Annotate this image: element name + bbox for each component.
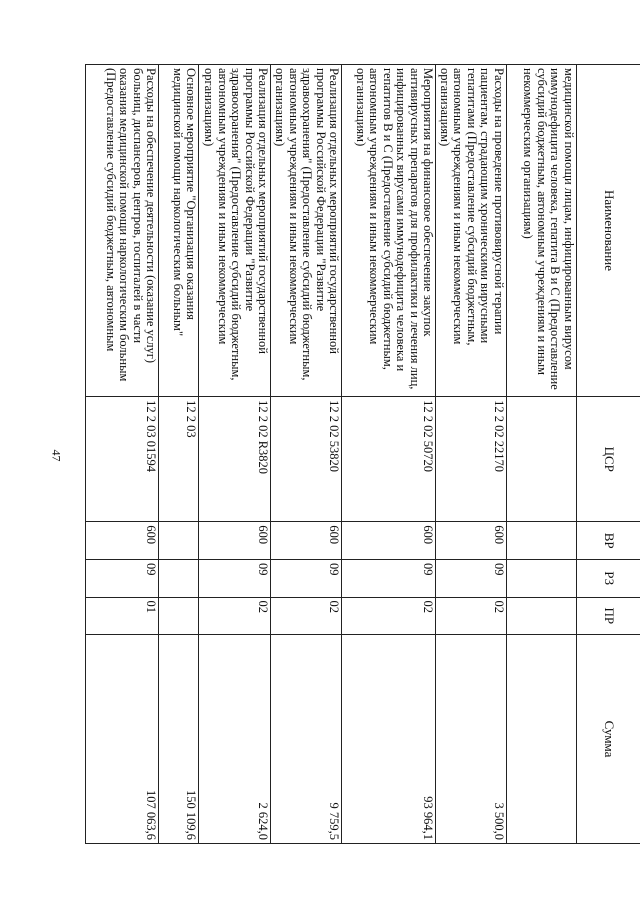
page-number: 47 — [49, 449, 64, 462]
row-rz: 09 — [86, 559, 159, 597]
column-header-vr: ВР — [577, 522, 640, 560]
row-sum: 3 500,0 — [436, 635, 507, 844]
table-row — [507, 65, 577, 844]
row-csr: 12 2 02 R3820 — [199, 397, 271, 522]
row-vr: 600 — [342, 522, 436, 560]
row-csr: 12 2 02 22170 — [436, 397, 507, 522]
row-vr: 600 — [199, 522, 271, 560]
table-row — [199, 65, 271, 844]
table-header-row — [577, 65, 640, 844]
row-pr: 02 — [436, 597, 507, 635]
row-vr — [507, 522, 577, 560]
row-sum: 2 624,0 — [199, 635, 271, 844]
row-pr: 02 — [199, 597, 271, 635]
row-sum — [507, 635, 577, 844]
row-csr: 12 2 03 01594 — [86, 397, 159, 522]
row-sum: 107 063,6 — [86, 635, 159, 844]
table-row — [436, 65, 507, 844]
row-vr: 600 — [436, 522, 507, 560]
budget-table-sheet — [87, 64, 640, 844]
row-vr — [159, 522, 199, 560]
budget-table — [86, 64, 640, 844]
row-name: Мероприятия на финансовое обеспечение закупок антивирусных препаратов для профилактики и лечения лиц, инфицированных вирусами иммунодефицита человека и гепатитов В и С (Предоставление субсидий бюджетным, автономным учреждениям и иным некоммерческим организациям) — [342, 65, 436, 397]
row-csr: 12 2 02 53820 — [271, 397, 342, 522]
column-header-csr: ЦСР — [577, 397, 640, 522]
row-name: Расходы на проведение противовирусной терапии пациентам, страдающим хроническими вирусными гепатитами (Предоставление субсидий бюджетным, автономным учреждениям и иным некоммерческим организациям) — [436, 65, 507, 397]
row-name: медицинской помощи лицам, инфицированным вирусом иммунодефицита человека, гепатита В и С (Предоставление субсидий бюджетным, автономным учреждениям и иным некоммерческим организациям) — [507, 65, 577, 397]
column-header-pr: ПР — [577, 597, 640, 635]
row-sum: 9 759,5 — [271, 635, 342, 844]
row-rz: 09 — [271, 559, 342, 597]
row-rz — [159, 559, 199, 597]
table-row — [271, 65, 342, 844]
row-csr — [507, 397, 577, 522]
row-pr: 01 — [86, 597, 159, 635]
row-pr: 02 — [342, 597, 436, 635]
row-sum: 150 109,6 — [159, 635, 199, 844]
row-name: Реализация отдельных мероприятий государственной программы Российской Федерации "Развитие здравоохранения" (Предоставление субсидий бюджетным, автономным учреждениям и иным некоммерческим организациям) — [199, 65, 271, 397]
row-vr: 600 — [271, 522, 342, 560]
row-rz — [507, 559, 577, 597]
column-header-sum: Сумма — [577, 635, 640, 844]
row-rz: 09 — [199, 559, 271, 597]
row-name: Основное мероприятие "Организация оказания медицинской помощи наркологическим больным" — [159, 65, 199, 397]
row-name: Реализация отдельных мероприятий государственной программы Российской Федерации "Развитие здравоохранения" (Предоставление субсидий бюджетным, автономным учреждениям и иным некоммерческим организациям) — [271, 65, 342, 397]
row-sum: 93 964,1 — [342, 635, 436, 844]
column-header-rz: РЗ — [577, 559, 640, 597]
table-row — [342, 65, 436, 844]
row-csr: 12 2 02 50720 — [342, 397, 436, 522]
table-row — [86, 65, 159, 844]
row-name: Расходы на обеспечение деятельности (оказание услуг) больниц, диспансеров, центров, госпиталей в части оказания медицинской помощи наркологическим больным (Предоставление субсидий бюджетным, автономным — [86, 65, 159, 397]
row-csr: 12 2 03 — [159, 397, 199, 522]
row-rz: 09 — [436, 559, 507, 597]
row-pr: 02 — [271, 597, 342, 635]
row-rz: 09 — [342, 559, 436, 597]
row-pr — [507, 597, 577, 635]
row-pr — [159, 597, 199, 635]
column-header-name: Наименование — [577, 65, 640, 397]
table-row — [159, 65, 199, 844]
row-vr: 600 — [86, 522, 159, 560]
